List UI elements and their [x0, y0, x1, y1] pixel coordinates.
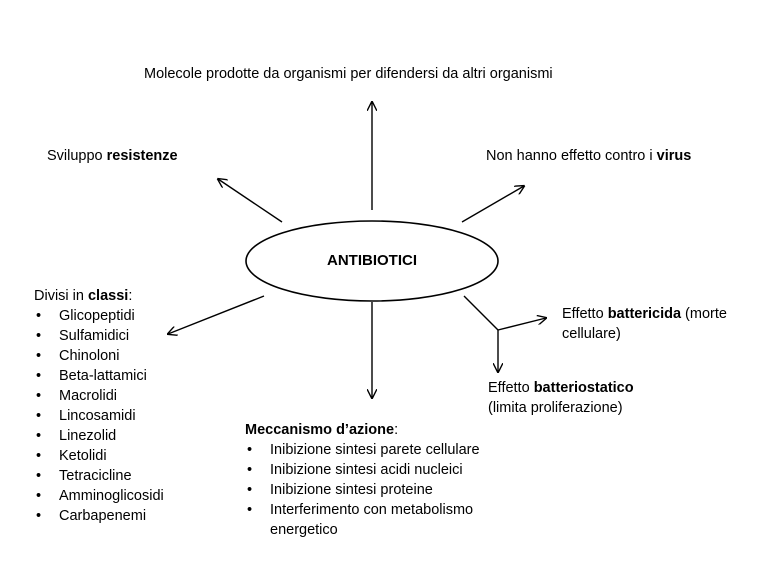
- arrow-left-top: [218, 179, 282, 222]
- mechanism-title: [245, 420, 480, 440]
- bactericidal-bold: battericida: [607, 306, 682, 322]
- bactericidal-line1: [562, 304, 727, 324]
- arrow-bactericidal: [498, 318, 546, 330]
- left-top-bold: resistenze: [106, 148, 178, 164]
- bacteriostatic-bold: batteriostatico: [533, 380, 634, 396]
- list-item: • Glicopeptidi: [34, 306, 164, 326]
- list-item: • Beta-lattamici: [34, 366, 164, 386]
- list-item: • Linezolid: [34, 426, 164, 446]
- list-item-text: Interferimento con metabolismo: [270, 502, 474, 518]
- list-item: • Sulfamidici: [34, 326, 164, 346]
- classes-list: [34, 306, 164, 526]
- mechanism-title-bold: Meccanismo d’azione: [245, 422, 395, 438]
- mechanism-title-post: :: [394, 422, 399, 438]
- classes-title-pre: Divisi in: [34, 288, 88, 304]
- mechanism-block: [245, 420, 480, 540]
- left-top-label: [47, 146, 178, 166]
- bacteriostatic-pre: Effetto: [488, 380, 534, 396]
- left-top-text: Sviluppo: [47, 148, 107, 164]
- branch-line: [464, 296, 498, 330]
- bactericidal-line2: cellulare): [562, 326, 621, 342]
- list-item: • Ketolidi: [34, 446, 164, 466]
- list-item: • Carbapenemi: [34, 506, 164, 526]
- list-item: • Amminoglicosidi: [34, 486, 164, 506]
- bacteriostatic-line1: [488, 378, 634, 398]
- arrow-left: [168, 296, 264, 334]
- classes-title-bold: classi: [87, 288, 129, 304]
- top-label: Molecole prodotte da organismi per difendersi da altri organismi: [144, 66, 553, 82]
- arrow-right-top: [462, 186, 524, 222]
- list-item: • Inibizione sintesi parete cellulare: [245, 440, 480, 460]
- bactericidal-pre: Effetto: [562, 306, 608, 322]
- bacteriostatic-line2: (limita proliferazione): [488, 400, 623, 416]
- classes-block: [34, 286, 164, 526]
- right-top-text: Non hanno effetto contro i: [486, 148, 657, 164]
- center-label: ANTIBIOTICI: [327, 252, 417, 269]
- mechanism-list: [245, 440, 480, 540]
- list-item: • Chinoloni: [34, 346, 164, 366]
- bactericidal-post: (morte: [681, 306, 727, 322]
- list-item: • Inibizione sintesi acidi nucleici: [245, 460, 480, 480]
- bactericidal-block: [562, 304, 727, 344]
- list-item: • Tetracicline: [34, 466, 164, 486]
- bacteriostatic-block: [488, 378, 634, 418]
- list-item-continuation: energetico: [270, 522, 338, 538]
- list-item: • Lincosamidi: [34, 406, 164, 426]
- list-item: • Macrolidi: [34, 386, 164, 406]
- right-top-label: [486, 146, 691, 166]
- right-top-bold: virus: [656, 148, 692, 164]
- classes-title: [34, 286, 164, 306]
- classes-title-post: :: [128, 288, 133, 304]
- list-item: • Inibizione sintesi proteine: [245, 480, 480, 500]
- list-item: [245, 500, 480, 540]
